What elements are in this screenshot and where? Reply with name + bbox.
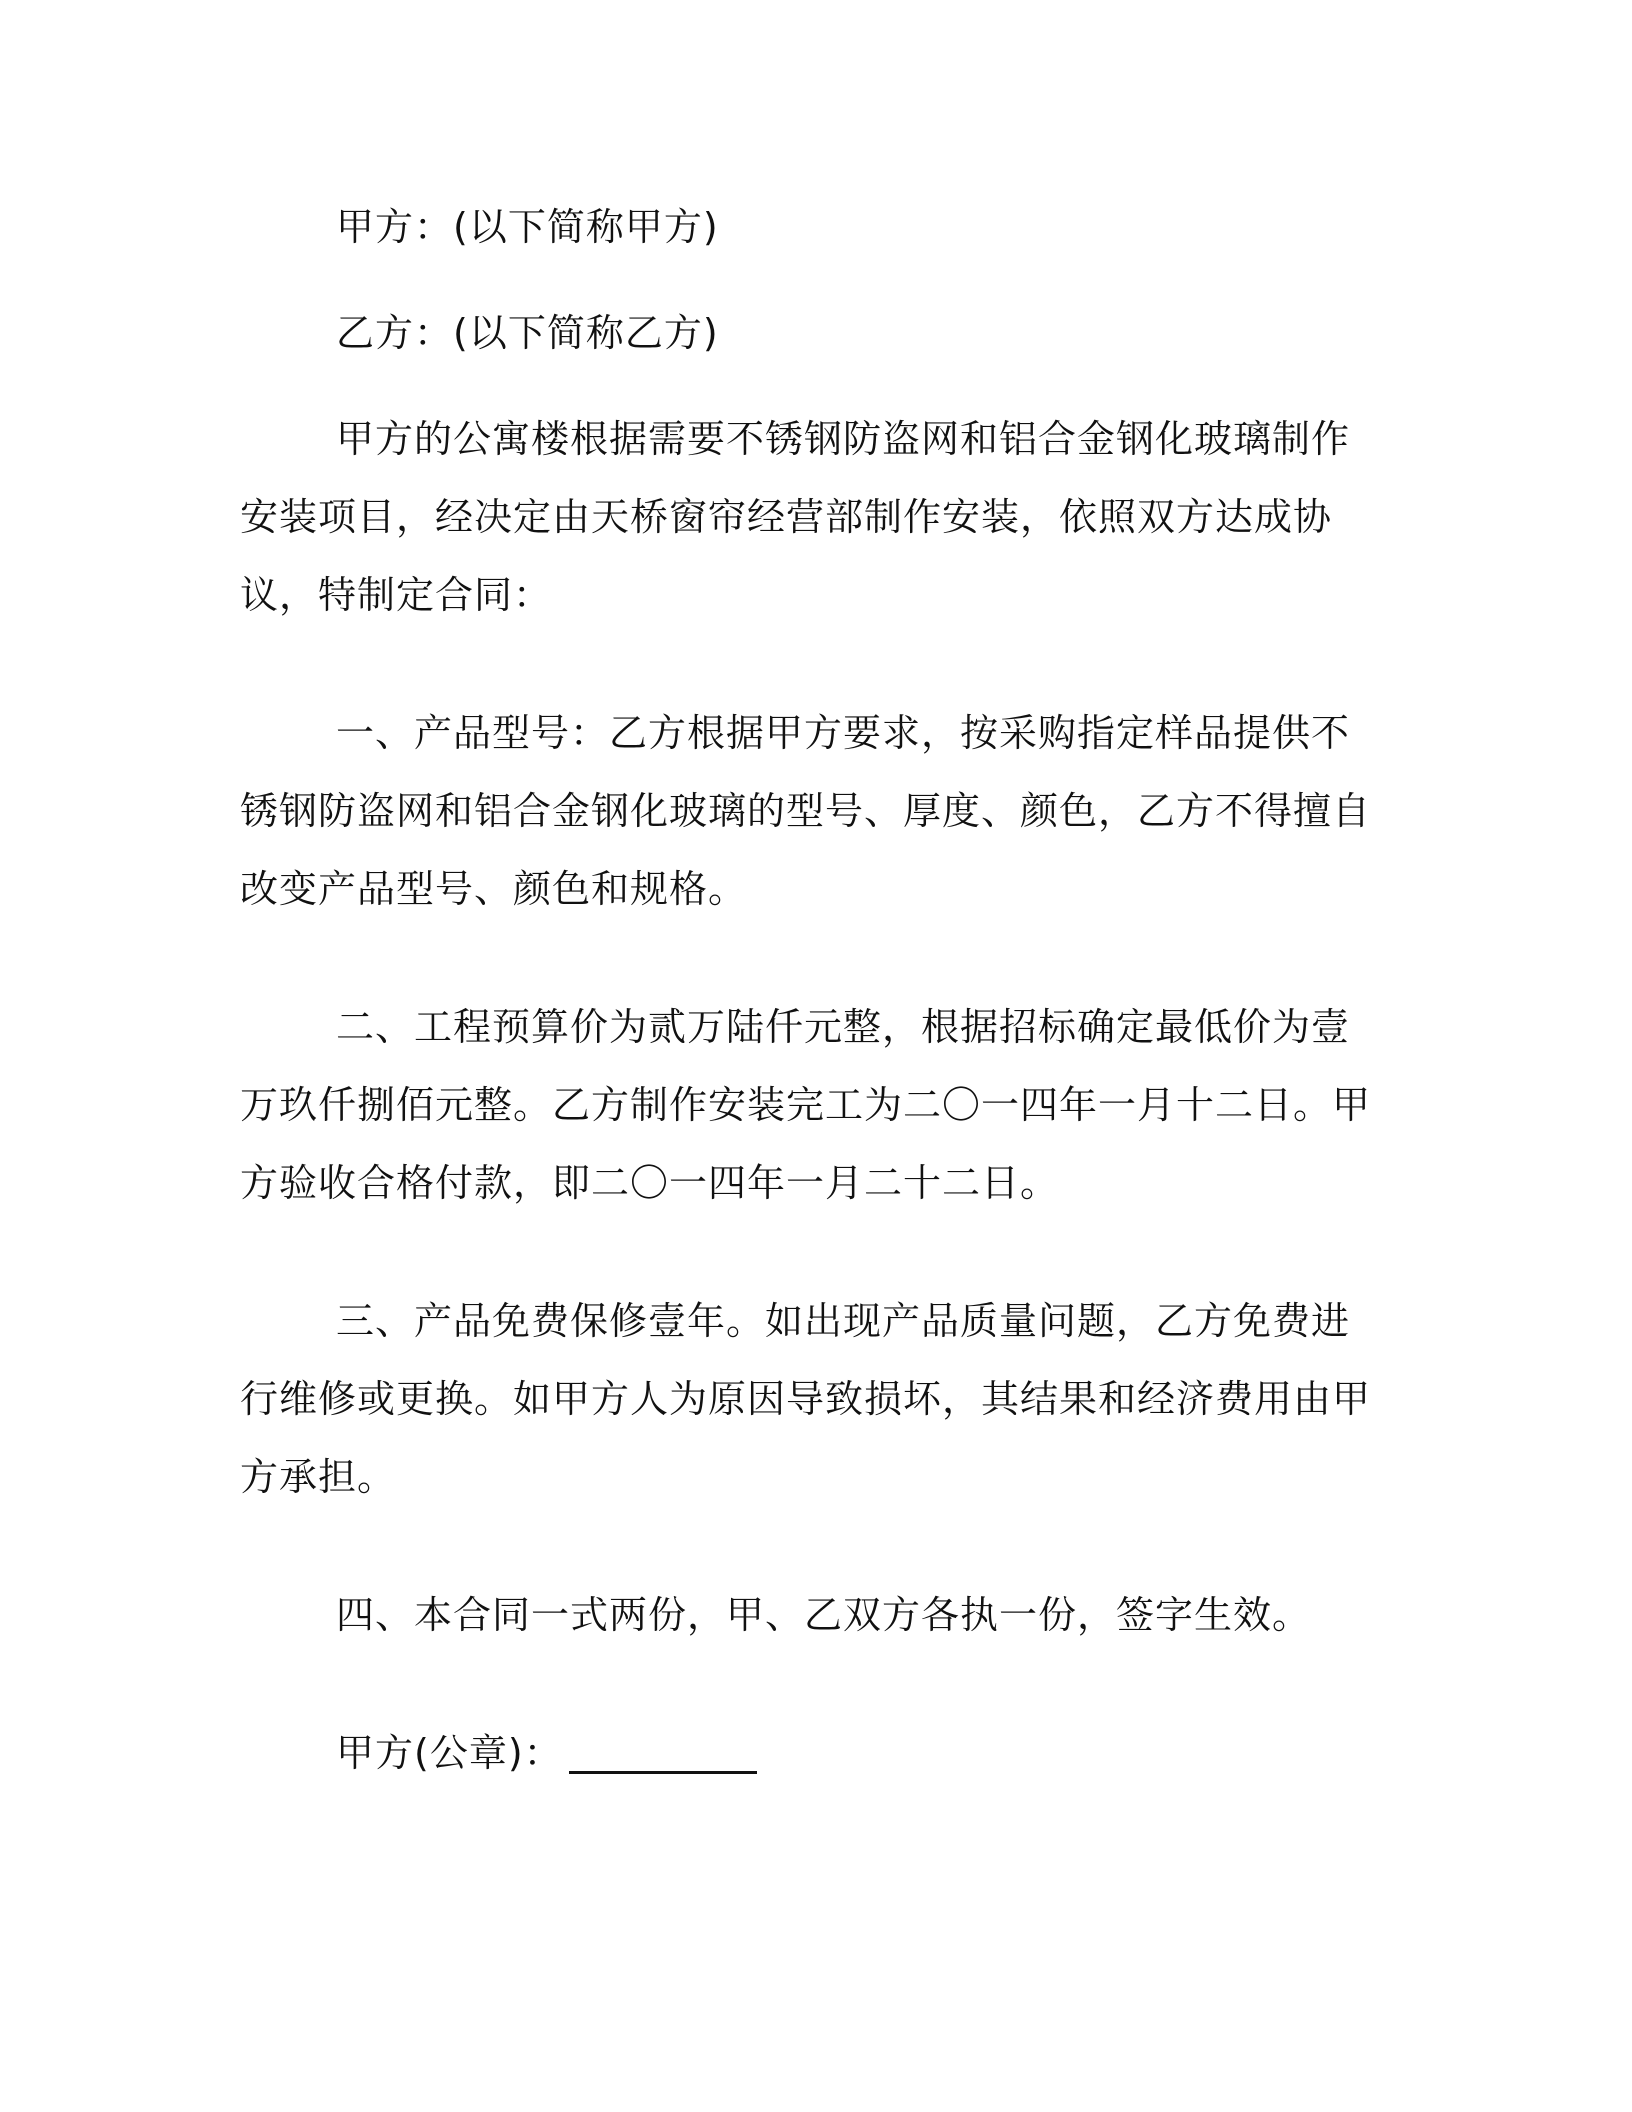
clause-price-schedule: 二、工程预算价为贰万陆仟元整，根据招标确定最低价为壹万玖仟捌佰元整。乙方制作安装完工为二〇一四年一月十二日。甲方验收合格付款，即二〇一四年一月二十二日。 xyxy=(240,1005,1372,1205)
signature-label: 甲方(公章)： xyxy=(336,1731,563,1775)
clause-product-model: 一、产品型号：乙方根据甲方要求，按采购指定样品提供不锈钢防盗网和铝合金钢化玻璃的型号、厚度、颜色，乙方不得擅自改变产品型号、颜色和规格。 xyxy=(240,711,1372,911)
signature-row xyxy=(240,1714,1380,1792)
intro-paragraph: 甲方的公寓楼根据需要不锈钢防盗网和铝合金钢化玻璃制作安装项目，经决定由天桥窗帘经营部制作安装，依照双方达成协议，特制定合同： xyxy=(240,417,1351,617)
clause-warranty: 三、产品免费保修壹年。如出现产品质量问题，乙方免费进行维修或更换。如甲方人为原因导致损坏，其结果和经济费用由甲方承担。 xyxy=(240,1299,1372,1499)
clause-copies: 四、本合同一式两份，甲、乙双方各执一份，签字生效。 xyxy=(336,1593,1312,1637)
party-b-line: 乙方：(以下简称乙方) xyxy=(336,311,719,355)
party-a-line: 甲方：(以下简称甲方) xyxy=(336,205,719,249)
document-body xyxy=(240,188,1380,1852)
signature-blank-line xyxy=(569,1731,757,1774)
